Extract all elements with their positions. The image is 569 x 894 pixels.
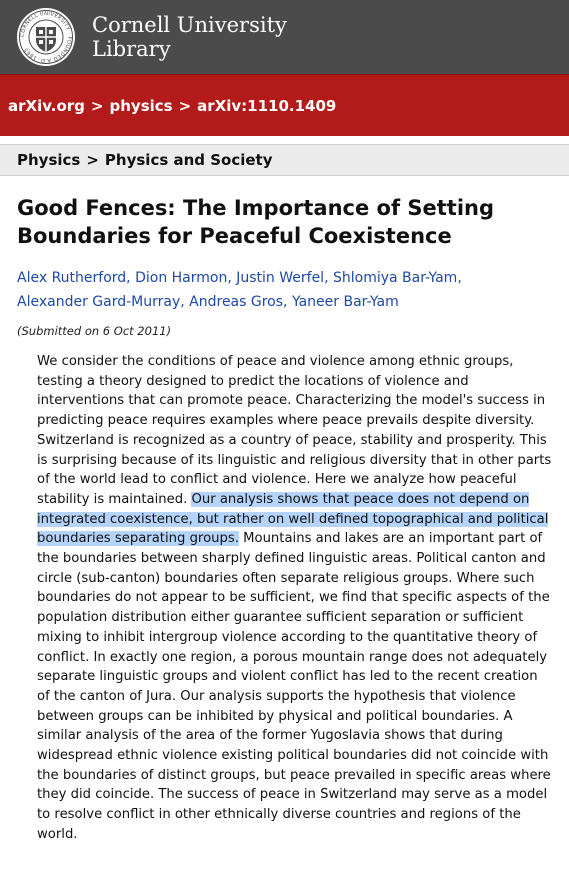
library-name-line1: Cornell University <box>92 13 287 37</box>
author-link[interactable]: Andreas Gros <box>189 294 284 310</box>
subject-secondary: Physics and Society <box>104 151 273 169</box>
author-link[interactable]: Justin Werfel <box>236 270 325 286</box>
submission-date: (Submitted on 6 Oct 2011) <box>17 324 172 338</box>
abstract <box>37 352 552 845</box>
breadcrumb-paper-id: arXiv:1110.1409 <box>197 96 337 115</box>
spacer <box>0 136 569 144</box>
library-name-line2: Library <box>92 37 171 61</box>
author-link[interactable]: Yaneer Bar-Yam <box>291 294 399 310</box>
author-link[interactable]: Alexander Gard-Murray <box>17 294 181 310</box>
author-link[interactable]: Dion Harmon <box>135 270 228 286</box>
library-name[interactable] <box>92 13 287 61</box>
breadcrumb-physics-link[interactable]: physics <box>109 96 173 115</box>
author-link[interactable]: Shlomiya Bar-Yam <box>332 270 458 286</box>
paper-content <box>0 194 569 845</box>
breadcrumb-separator: > <box>90 96 104 115</box>
paper-title: Good Fences: The Importance of Setting Boundaries for Peaceful Coexistence <box>17 196 495 248</box>
abstract-text: Mountains and lakes are an important part of the boundaries between sharply defined linguistic areas. Political canton and circle (sub-canton) boundaries often separate religious groups. Where such boundaries do not appear to be sufficient, we find that specific aspects of the population distribution either guarantee sufficient separation or sufficient mixing to inhibit intergroup violence according to the quantitative theory of conflict. In exactly one region, a porous mountain range does not adequately separate linguistic groups and violent conflict has led to the recent creation of the canton of Jura. Our analysis supports the hypothesis that violence between groups can be inhibited by physical and political boundaries. A similar analysis of the area of the former Yugoslavia shows that during widespread ethnic violence existing political boundaries did not coincide with the boundaries of distinct groups, but peace prevailed in specific areas where they did coincide. The success of peace in Switzerland may serve as a model to resolve conflict in other ethnically diverse countries and regions of the world. <box>37 531 551 842</box>
breadcrumb <box>0 74 569 136</box>
subject-primary: Physics <box>17 151 81 169</box>
library-header <box>0 0 569 74</box>
seal-text: CORNELL UNIVERSITY · FOUNDED A.D. 1865 <box>19 10 73 64</box>
abstract-text: We consider the conditions of peace and violence among ethnic groups, testing a theory designed to predict the locations of violence and interventions that can promote peace. Characterizing the model's success in predicting peace requires examples where peace prevails despite diversity. Switzerland is recognized as a country of peace, stability and prosperity. This is surprising because of its linguistic and religious diversity that in other parts of the world lead to conflict and violence. Here we analyze how peaceful stability is maintained. <box>37 354 552 507</box>
subject-heading <box>0 144 569 176</box>
author-list: Alex Rutherford, Dion Harmon, Justin Werfel, Shlomiya Bar-Yam, Alexander Gard-Murray, Andreas Gros, Yaneer Bar-Yam <box>17 270 462 310</box>
cornell-seal-icon[interactable] <box>16 7 76 67</box>
breadcrumb-arxiv-link[interactable]: arXiv.org <box>8 96 85 115</box>
abstract-selected-text[interactable]: Our analysis shows that peace does not depend on integrated coexistence, but rather on well defined topographical and political boundaries separating groups. <box>37 491 549 547</box>
author-link[interactable]: Alex Rutherford <box>17 270 127 286</box>
breadcrumb-separator: > <box>178 96 192 115</box>
subject-separator: > <box>86 151 99 169</box>
